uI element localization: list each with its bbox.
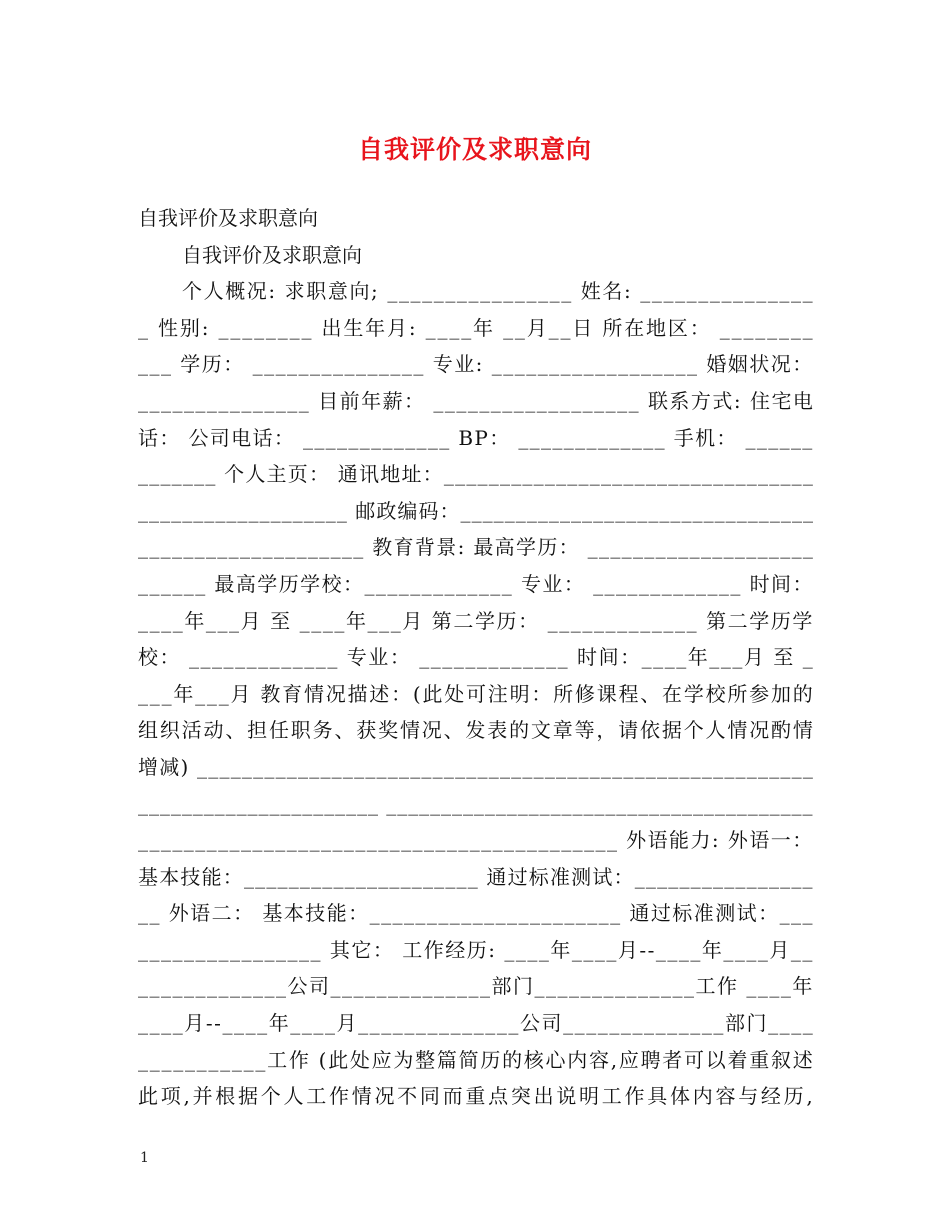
text-line: _ _ _ _ 月 - - _ _ _ _ 年 _ _ _ _ 月 _ _ _ _ _ _ _ _ _ _ _ _ _ _ 公 司 _ _ _ _ _ _ _ _ _ _ _ _ _ _ 部 门 _ _ _ _: [138, 1011, 813, 1036]
text-line: _ _ _ _ _ _ _ _ _ _ _ _ _ _ _ _ 其 它 ： 工 作 经 历 : _ _ _ _ 年 _ _ _ _ 月 - - _ _ _ _ 年 _ _ _ _ 月 _ _: [138, 937, 813, 962]
text-line: _ _ _ _ _ _ _ _ _ _ _ _ _ 公 司 _ _ _ _ _ _ _ _ _ _ _ _ _ _ 部 门 _ _ _ _ _ _ _ _ _ _ _ _ _ _ 工 作 _ _ _ _ 年: [138, 974, 813, 999]
text-line: _ _ 外 语 二 ： 基 本 技 能 ： _ _ _ _ _ _ _ _ _ _ _ _ _ _ _ _ _ _ _ _ _ _ 通 过 标 准 测 试 ： _ _ _: [138, 901, 813, 926]
text-line: _ _ _ _ _ _ _ _ _ _ _ _ _ _ _ _ _ _ _ _ 教 育 背 景 : 最 高 学 历 ： _ _ _ _ _ _ _ _ _ _ _ _ _ _ _ _ _ _ _ _: [138, 535, 813, 560]
text-line: _ _ _ 年 _ _ _ 月 教 育 情 况 描 述 ： ( 此 处 可 注 明 ： 所 修 课 程 、 在 学 校 所 参 加 的: [138, 681, 813, 706]
text-line: 组 织 活 动 、 担 任 职 务 、 获 奖 情 况 、 发 表 的 文 章 等 ， 请 依 据 个 人 情 况 酌 情: [138, 718, 813, 743]
document-body: [138, 200, 813, 1115]
text-line: 此 项 , 并 根 据 个 人 工 作 情 况 不 同 而 重 点 突 出 说 明 工 作 具 体 内 容 与 经 历 ,: [138, 1084, 813, 1109]
text-line: _ _ _ _ _ _ _ _ _ _ _ 工 作 ( 此 处 应 为 整 篇 简 历 的 核 心 内 容 , 应 聘 者 可 以 着 重 叙 述: [138, 1047, 813, 1072]
text-line: _ _ _ _ _ _ _ 个 人 主 页 ： 通 讯 地 址 ： _ _ _ _ _ _ _ _ _ _ _ _ _ _ _ _ _ _ _ _ _ _ _ _ _ _ _ _ _ _ _ _ _: [138, 462, 813, 487]
text-line: 增 减 ) _ _ _ _ _ _ _ _ _ _ _ _ _ _ _ _ _ _ _ _ _ _ _ _ _ _ _ _ _ _ _ _ _ _ _ _ _ _ _ _ _ _ _ _ _ _ _ _ _ _ _ _ _ _ _: [138, 754, 813, 779]
text-line: _ _ _ _ _ _ _ _ _ _ _ _ _ _ _ _ _ _ _ 邮 政 编 码 ： _ _ _ _ _ _ _ _ _ _ _ _ _ _ _ _ _ _ _ _ _ _ _ _ _ _ _ _ _ _ _ _: [138, 498, 813, 523]
text-line: _ _ _ _ _ _ _ _ _ _ _ _ _ _ _ _ _ _ _ _ _ _ _ _ _ _ _ _ _ _ _ _ _ _ _ _ _ _ _ _ _ _ _ _ _ _ _ _ _ _ _ _ _ _ _ _ _ _ _ _ _: [138, 791, 813, 816]
text-line: _ _ _ _ _ _ 最 高 学 历 学 校 ： _ _ _ _ _ _ _ _ _ _ _ _ _ 专 业 ： _ _ _ _ _ _ _ _ _ _ _ _ _ 时 间 ：: [138, 571, 813, 596]
text-line: _ _ _ 学 历 ： _ _ _ _ _ _ _ _ _ _ _ _ _ _ _ 专 业 : _ _ _ _ _ _ _ _ _ _ _ _ _ _ _ _ _ _ 婚 姻 状 况 ：: [138, 352, 813, 377]
text-line: _ 性 别 : _ _ _ _ _ _ _ _ 出 生 年 月 : _ _ _ _ 年 _ _ 月 _ _ 日 所 在 地 区 ： _ _ _ _ _ _ _ _: [138, 315, 813, 340]
text-line: 校 ： _ _ _ _ _ _ _ _ _ _ _ _ _ 专 业 ： _ _ _ _ _ _ _ _ _ _ _ _ _ 时 间 ： _ _ _ _ 年 _ _ _ 月 至 _: [138, 645, 813, 670]
text-line: _ _ _ _ 年 _ _ _ 月 至 _ _ _ _ 年 _ _ _ 月 第 二 学 历 ： _ _ _ _ _ _ _ _ _ _ _ _ _ 第 二 学 历 学: [138, 608, 813, 633]
page-number: 1: [140, 1150, 149, 1166]
text-line: 话 ： 公 司 电 话 ： _ _ _ _ _ _ _ _ _ _ _ _ _ B P ： _ _ _ _ _ _ _ _ _ _ _ _ _ 手 机 ： _ _ _ _ _ _: [138, 425, 813, 450]
text-line: 基 本 技 能 ： _ _ _ _ _ _ _ _ _ _ _ _ _ _ _ _ _ _ _ _ _ 通 过 标 准 测 试 ： _ _ _ _ _ _ _ _ _ _ _ _ _ _ _ _: [138, 864, 813, 889]
text-line: 个 人 概 况 : 求 职 意 向 ; _ _ _ _ _ _ _ _ _ _ _ _ _ _ _ _ 姓 名 : _ _ _ _ _ _ _ _ _ _ _ _ _ _ _: [182, 279, 813, 304]
document-title: 自我评价及求职意向: [357, 135, 592, 164]
text-line: 自我评价及求职意向: [182, 242, 362, 267]
text-line: _ _ _ _ _ _ _ _ _ _ _ _ _ _ _ _ _ _ _ _ _ _ _ _ _ _ _ _ _ _ _ _ _ _ _ _ _ _ _ _ _ _ 外 语 能 力 : 外 语 一 ：: [138, 828, 813, 853]
text-line: _ _ _ _ _ _ _ _ _ _ _ _ _ _ _ 目 前 年 薪 ： _ _ _ _ _ _ _ _ _ _ _ _ _ _ _ _ _ _ 联 系 方 式 : 住 宅 电: [138, 388, 813, 413]
text-line: 自我评价及求职意向: [138, 206, 318, 230]
